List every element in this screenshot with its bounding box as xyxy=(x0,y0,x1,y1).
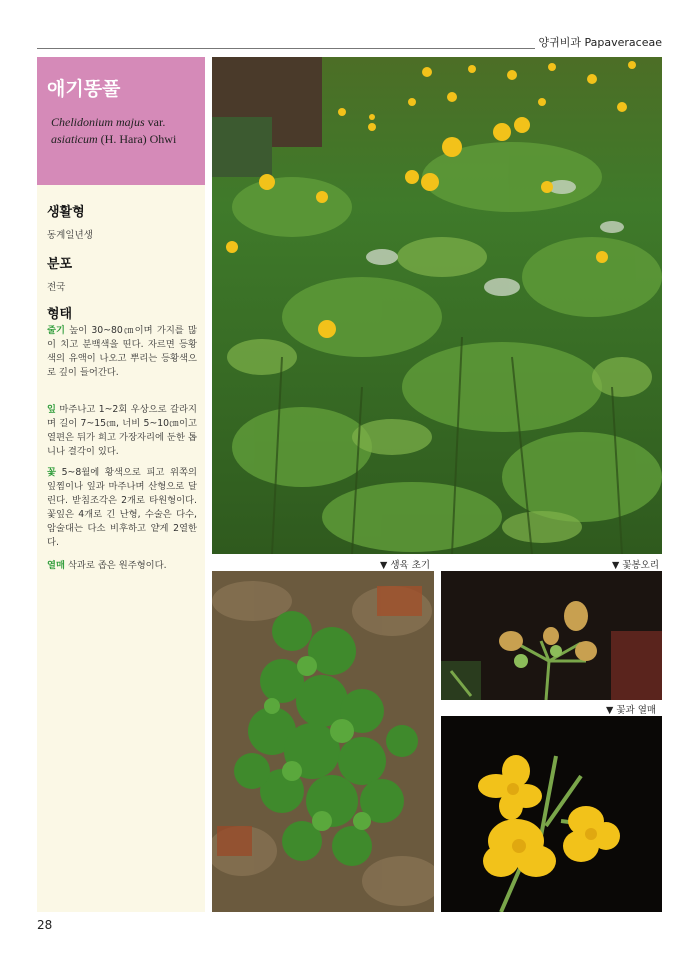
early-growth-illustration xyxy=(212,571,434,912)
species-name-korean: 애기똥풀 xyxy=(47,78,121,100)
fruit-text: 삭과로 좁은 원주형이다. xyxy=(64,560,167,571)
title-box xyxy=(37,57,205,185)
page-number: 28 xyxy=(37,918,53,932)
flower-text: 5~8월에 황색으로 피고 위쪽의 잎찜이나 잎과 마주나며 산형으로 달린다. 받침조각은 2개로 타원형이다. 꽃잎은 4개로 긴 난형, 수술은 다수, 암술대는 다소 비후하고 얕게 2열한다. xyxy=(47,467,197,548)
flower-bud-photo xyxy=(441,571,662,700)
sci-authority: (H. Hara) Ohwi xyxy=(97,132,177,146)
field-photo-illustration xyxy=(212,57,662,554)
caption-flower-bud: ▼ 꽃봉오리 xyxy=(612,560,660,571)
flower-fruit-illustration xyxy=(441,716,662,912)
distribution-text: 전국 xyxy=(47,282,66,293)
leaf-text: 마주나고 1~2회 우상으로 갈라지며 길이 7~15㎝, 너비 5~10㎝이고 열편은 뒤가 희고 가장자리에 둔한 톱니나 결각이 있다. xyxy=(47,404,197,457)
sci-variety: asiaticum xyxy=(51,132,98,146)
stem-paragraph xyxy=(47,324,197,380)
flower-paragraph xyxy=(47,466,197,550)
flower-fruit-photo xyxy=(441,716,662,912)
caption-early-growth: ▼ 생육 초기 xyxy=(380,560,431,571)
family-header: 양귀비과 Papaveraceae xyxy=(535,34,662,50)
scientific-name xyxy=(51,114,201,148)
stem-label: 줄기 xyxy=(47,325,65,336)
stem-text: 높이 30~80㎝이며 가지를 많이 치고 분백색을 띤다. 자르면 등황색의 유액이 나오고 뿌리는 등황색으로 깊이 들어간다. xyxy=(47,325,197,378)
flower-label: 꽃 xyxy=(47,467,56,478)
life-form-heading: 생활형 xyxy=(47,205,85,220)
life-form-text: 동계일년생 xyxy=(47,230,93,241)
flower-bud-illustration xyxy=(441,571,662,700)
caption-flower-fruit: ▼ 꽃과 열매 xyxy=(606,705,657,716)
sci-genus-species: Chelidonium majus xyxy=(51,115,145,129)
distribution-heading: 분포 xyxy=(47,257,73,272)
leaf-paragraph xyxy=(47,403,197,459)
fruit-label: 열매 xyxy=(47,560,65,571)
morphology-heading: 형태 xyxy=(47,307,73,322)
sci-var: var. xyxy=(144,115,166,129)
leaf-label: 잎 xyxy=(47,404,56,415)
early-growth-photo xyxy=(212,571,434,912)
main-field-photo xyxy=(212,57,662,554)
info-sidebar xyxy=(37,57,205,912)
fruit-paragraph xyxy=(47,559,197,573)
